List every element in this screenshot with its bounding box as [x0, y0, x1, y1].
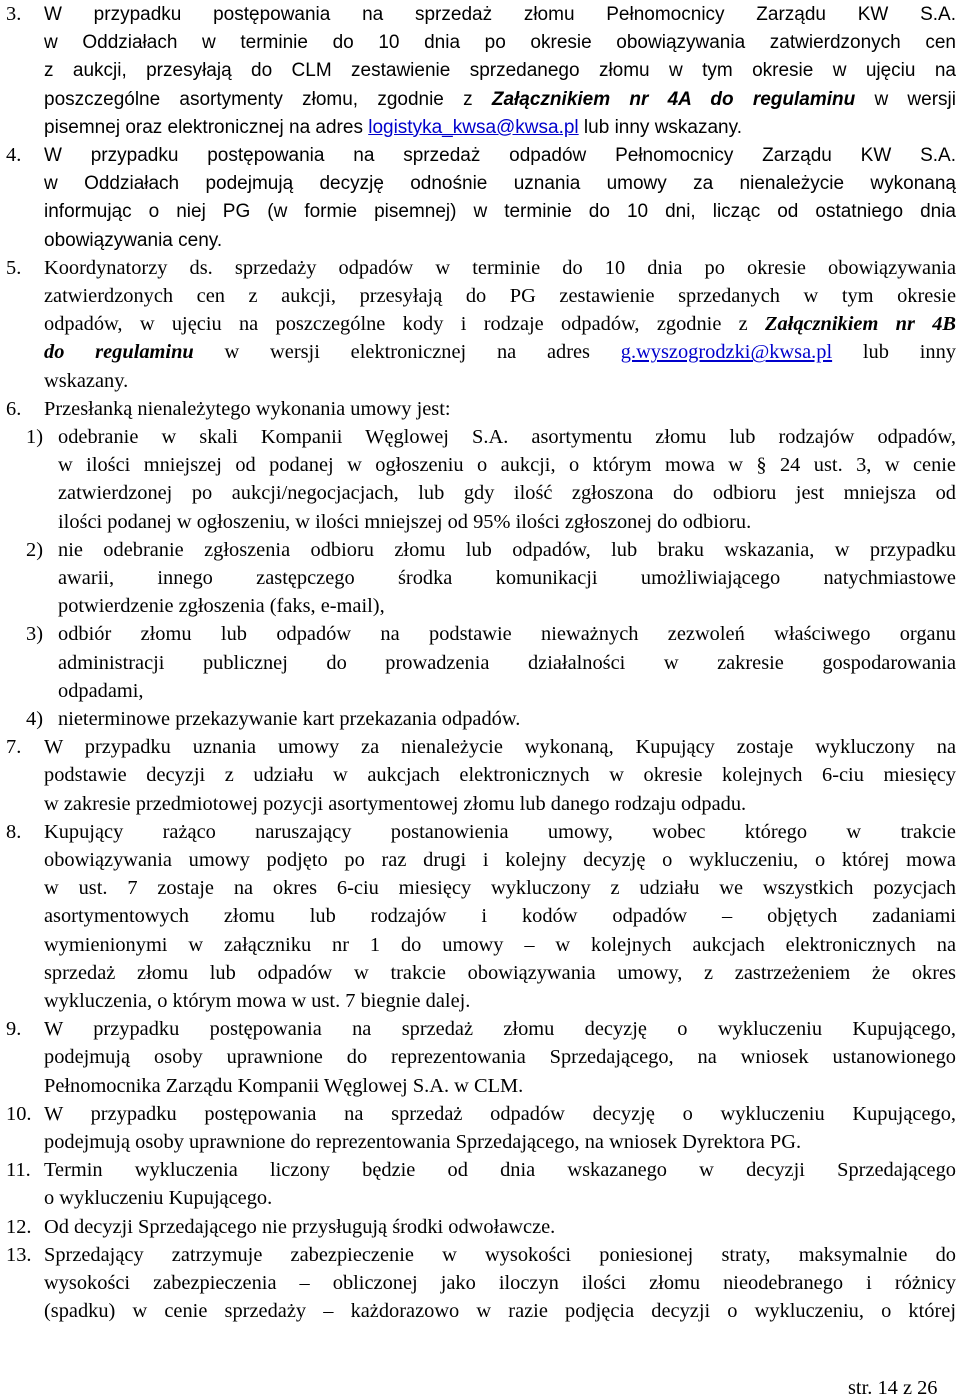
- item-number: 11.: [6, 1159, 31, 1182]
- text-segment: wskazany.: [44, 369, 129, 392]
- item-number: 13.: [6, 1243, 32, 1266]
- text-line: [44, 310, 956, 338]
- text-line: [58, 479, 956, 507]
- text-line: [44, 733, 956, 761]
- text-segment: odebranie w skali Kompanii Węglowej S.A. asortymentu złomu lub rodzajów odpadów,: [58, 426, 956, 448]
- text-segment: obowiązywania ceny.: [44, 229, 223, 251]
- item-number: 10.: [6, 1102, 32, 1125]
- text-segment: informując o niej PG (w formie pisemnej) w terminie do 10 dni, licząc od ostatniego dnia: [44, 201, 956, 223]
- email-link[interactable]: g.wyszogrodzki@kwsa.pl: [620, 341, 833, 364]
- text-line: [44, 28, 956, 56]
- text-segment: wykluczenia, o którym mowa w ust. 7 biegnie dalej.: [44, 990, 471, 1012]
- email-link[interactable]: logistyka_kwsa@kwsa.pl: [368, 116, 579, 138]
- item-number: 12.: [6, 1215, 32, 1238]
- text-segment: Załącznikiem nr 4B: [765, 313, 956, 336]
- text-segment: podejmują osoby uprawnione do reprezentowania Sprzedającego, na wniosek Dyrektora PG.: [44, 1131, 802, 1153]
- text-segment: Pełnomocnika Zarządu Kompanii Węglowej S.A. w CLM.: [44, 1074, 524, 1097]
- text-line: [58, 451, 956, 479]
- text-line: [44, 761, 956, 789]
- subitem-number: 2): [26, 538, 43, 561]
- text-line: [58, 536, 956, 564]
- text-segment: Kupujący rażąco naruszający postanowienia umowy, wobec którego w trakcie: [44, 820, 956, 843]
- text-segment: W przypadku postępowania na sprzedaż złomu Pełnomocnicy Zarządu KW S.A.: [44, 4, 956, 25]
- text-line: [44, 254, 956, 282]
- text-segment: poszczególne asortymenty złomu, zgodnie z: [44, 88, 492, 110]
- text-line: [44, 367, 956, 395]
- text-segment: W przypadku postępowania na sprzedaż odpadów Pełnomocnicy Zarządu KW S.A.: [44, 145, 956, 166]
- text-line: [44, 1297, 956, 1325]
- text-segment: zatwierdzonych cen z aukcji, przesyłają do PG zestawienie sprzedanych w tym okresie: [44, 285, 956, 307]
- text-line: [44, 790, 956, 818]
- text-line: [44, 395, 956, 423]
- text-line: [44, 1100, 956, 1128]
- text-segment: obowiązywania umowy podjęto po raz drugi i kolejny decyzję o wykluczeniu, o której mowa: [44, 849, 956, 871]
- text-segment: odpadów, w ujęciu na poszczególne kody i rodzaje odpadów, zgodnie z: [44, 313, 766, 336]
- text-line: [44, 1015, 956, 1043]
- text-segment: nieterminowe przekazywanie kart przekazania odpadów.: [58, 708, 521, 730]
- text-line: [44, 1213, 956, 1241]
- item-number: 7.: [6, 736, 22, 759]
- text-line: [44, 85, 956, 113]
- text-segment: w Oddziałach w terminie do 10 dnia po okresie obowiązywania zatwierdzonych cen: [44, 32, 956, 54]
- text-line: [44, 1128, 956, 1156]
- text-line: [58, 649, 956, 677]
- text-segment: o wykluczeniu Kupującego.: [44, 1187, 273, 1210]
- text-line: [44, 818, 956, 846]
- text-segment: sprzedaż złomu lub odpadów w trakcie obowiązywania umowy, z zastrzeżeniem że okres: [44, 961, 956, 984]
- text-segment: w Oddziałach podejmują decyzję odnośnie uznania umowy za nienależycie wykonaną: [44, 173, 956, 195]
- text-segment: pisemnej oraz elektronicznej na adres: [44, 116, 369, 138]
- text-line: [58, 508, 956, 536]
- subitem-number: 4): [26, 708, 43, 730]
- text-line: [44, 987, 956, 1015]
- item-number: 6.: [6, 397, 22, 420]
- text-segment: asortymentowych złomu lub rodzajów i kodów odpadów – objętych zadaniami: [44, 905, 956, 928]
- text-segment: Od decyzji Sprzedającego nie przysługują środki odwoławcze.: [44, 1215, 556, 1238]
- text-segment: potwierdzenie zgłoszenia (faks, e-mail),: [58, 595, 385, 618]
- text-segment: Załącznikiem nr 4A do regulaminu: [491, 88, 856, 110]
- text-segment: Przesłanką nienależytego wykonania umowy jest:: [44, 397, 451, 420]
- item-number: 9.: [6, 1018, 22, 1041]
- text-line: [44, 902, 956, 930]
- text-line: [44, 56, 956, 84]
- text-line: [44, 931, 956, 959]
- item-number: 8.: [6, 820, 22, 843]
- text-segment: ilości podanej w ogłoszeniu, w ilości mniejszej od 95% ilości zgłoszonej do odbioru.: [58, 510, 752, 533]
- text-line: [44, 1043, 956, 1071]
- item-number: 5.: [6, 256, 22, 279]
- text-segment: lub inny wskazany.: [578, 116, 742, 138]
- text-segment: w wersji elektronicznej na adres: [193, 341, 621, 364]
- text-segment: W przypadku postępowania na sprzedaż odpadów decyzję o wykluczeniu Kupującego,: [44, 1102, 956, 1125]
- text-line: [44, 1269, 956, 1297]
- text-segment: Koordynatorzy ds. sprzedaży odpadów w terminie do 10 dnia po okresie obowiązywania: [44, 256, 956, 279]
- text-line: [58, 592, 956, 620]
- text-line: [44, 874, 956, 902]
- text-segment: podejmują osoby uprawnione do reprezentowania Sprzedającego, na wniosek ustanowionego: [44, 1046, 956, 1069]
- text-line: [44, 846, 956, 874]
- text-segment: w zakresie przedmiotowej pozycji asortymentowej złomu lub danego rodzaju odpadu.: [44, 792, 747, 815]
- text-line: [44, 1184, 956, 1212]
- text-line: [44, 282, 956, 310]
- text-line: [58, 564, 956, 592]
- text-segment: odpadami,: [58, 679, 144, 702]
- text-segment: W przypadku postępowania na sprzedaż złomu decyzję o wykluczeniu Kupującego,: [44, 1018, 956, 1041]
- subitem-number: 3): [26, 623, 43, 646]
- text-segment: nie odebranie zgłoszenia odbioru złomu lub odpadów, lub braku wskazania, w przypadku: [58, 538, 956, 561]
- text-segment: awarii, innego zastępczego środka komunikacji umożliwiającego natychmiastowe: [58, 567, 956, 589]
- text-line: [44, 169, 956, 197]
- text-segment: administracji publicznej do prowadzenia działalności w zakresie gospodarowania: [58, 651, 956, 674]
- text-segment: zatwierdzonej po aukcji/negocjacjach, lub gdy ilość zgłoszona do odbioru jest mniejsza od: [58, 482, 956, 505]
- text-segment: (spadku) w cenie sprzedaży – każdorazowo w razie podjęcia decyzji o wykluczeniu, o której: [44, 1300, 956, 1323]
- text-line: [44, 1241, 956, 1269]
- text-segment: W przypadku uznania umowy za nienależycie wykonaną, Kupujący zostaje wykluczony na: [44, 736, 956, 759]
- text-segment: Termin wykluczenia liczony będzie od dnia wskazanego w decyzji Sprzedającego: [44, 1159, 956, 1182]
- text-line: [44, 226, 956, 254]
- text-segment: z aukcji, przesyłają do CLM zestawienie sprzedanego złomu w tym okresie w ujęciu na: [44, 60, 956, 82]
- text-line: [44, 1072, 956, 1100]
- text-segment: wymienionymi w załączniku nr 1 do umowy – w kolejnych aukcjach elektronicznych na: [44, 933, 956, 956]
- text-segment: podstawie decyzji z udziału w aukcjach elektronicznych w okresie kolejnych 6-ciu miesięcy: [44, 764, 956, 787]
- text-segment: do regulaminu: [44, 341, 194, 364]
- subitem-number: 1): [26, 426, 43, 448]
- text-segment: odbiór złomu lub odpadów na podstawie nieważnych zezwoleń właściwego organu: [58, 623, 956, 646]
- text-line: [44, 0, 956, 28]
- text-line: [44, 141, 956, 169]
- text-segment: Sprzedający zatrzymuje zabezpieczenie w wysokości poniesionej straty, maksymalnie do: [44, 1243, 956, 1266]
- text-line: [44, 197, 956, 225]
- text-line: [44, 338, 956, 366]
- text-segment: w ilości mniejszej od podanej w ogłoszeniu o aukcji, o którym mowa w § 24 ust. 3, w cenie: [58, 454, 956, 477]
- text-line: [58, 620, 956, 648]
- text-line: [44, 1156, 956, 1184]
- text-line: [58, 423, 956, 451]
- item-number: 3.: [6, 3, 22, 25]
- text-segment: w ust. 7 zostaje na okres 6-ciu miesięcy wykluczony z udziału we wszystkich pozycjach: [44, 877, 956, 900]
- text-segment: w wersji: [855, 88, 956, 110]
- item-number: 4.: [6, 144, 22, 166]
- text-line: [44, 959, 956, 987]
- text-segment: lub inny: [832, 341, 956, 364]
- text-line: [44, 113, 956, 141]
- text-line: [58, 677, 956, 705]
- text-segment: wysokości zabezpieczenia – obliczonej jako iloczyn ilości złomu nieodebranego i różnicy: [44, 1272, 956, 1294]
- text-line: [58, 705, 956, 733]
- page-number: str. 14 z 26: [848, 1377, 938, 1399]
